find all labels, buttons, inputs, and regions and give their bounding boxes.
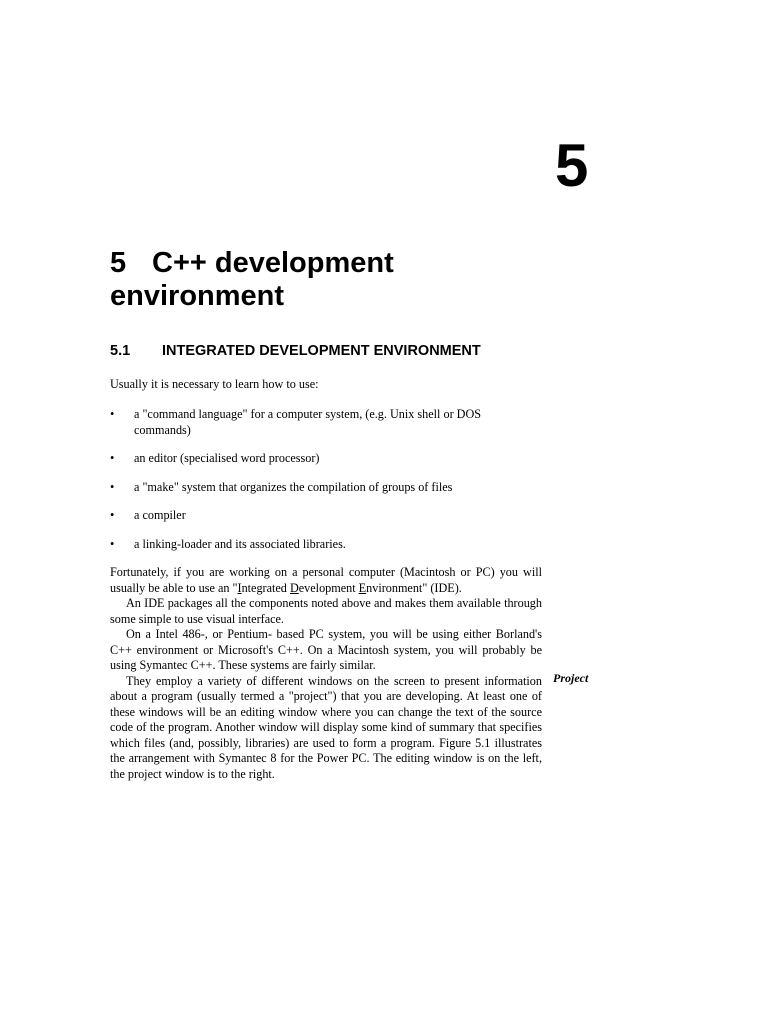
section-title: INTEGRATED DEVELOPMENT ENVIRONMENT [162,343,481,359]
bullet-icon: • [110,479,115,494]
chapter-title-number: 5 [110,247,127,279]
chapter-title [110,247,550,313]
bullet-icon: • [110,451,115,465]
list-item [110,480,520,496]
underlined-letter: E [358,580,367,595]
main-text [110,565,542,782]
paragraph-ide-packages: An IDE packages all the components noted above and makes them available through some simple to use visual interface. [110,596,542,626]
bullet-icon: • [110,508,115,522]
list-item-text: an editor (specialised word processor) [134,451,320,465]
section-heading [110,342,481,360]
bullet-icon: • [110,407,115,421]
bullet-icon: • [110,536,115,551]
intro-text: Usually it is necessary to learn how to use: [110,377,319,391]
list-item-text: a "command language" for a computer system, (e.g. Unix shell or DOS commands) [134,407,482,437]
paragraph-ide-intro [110,565,542,596]
paragraph-windows: They employ a variety of different windows on the screen to present information about a program (usually termed a "project") that you are developing. At least one of these windows will be an editing window where you can change the text of the source code of the program. Another window will display some kind of summary that specifies which files (and, possibly, libraries) are used to form a program. Figure 5.1 illustrates the arrangement with Symantec 8 for the Power PC. The editing window is on the left, the project window is to the right. [110,673,542,781]
list-item-text: a "make" system that organizes the compilation of groups of files [134,479,453,494]
list-item-text: a compiler [134,508,186,522]
underlined-letter: I [237,580,242,595]
margin-note: Project [553,671,589,685]
chapter-title-line2: environment [110,280,285,312]
paragraph-pc-systems: On a Intel 486-, or Pentium- based PC system, you will be using either Borland's C++ environment or Microsoft's C++. On a Macintosh system, you will probably be using Symantec C++. These systems are fairly similar. [110,627,542,672]
chapter-number: 5 [555,132,589,199]
bullet-list [110,407,520,565]
paragraph-text: ntegrated [241,580,290,595]
underlined-letter: D [289,580,299,595]
list-item [110,508,520,524]
chapter-title-line1: C++ development [152,247,394,279]
section-number: 5.1 [110,343,131,359]
paragraph-text: Fortunately, if you are working on a personal computer (Macintosh or PC) you will usually be able to use an " [110,565,542,595]
list-item-text: a linking-loader and its associated libraries. [134,536,346,551]
paragraph-text: evelopment [298,580,359,595]
list-item [110,451,520,467]
list-item [110,407,520,438]
list-item [110,537,520,553]
paragraph-text: nvironment" (IDE). [366,580,462,595]
